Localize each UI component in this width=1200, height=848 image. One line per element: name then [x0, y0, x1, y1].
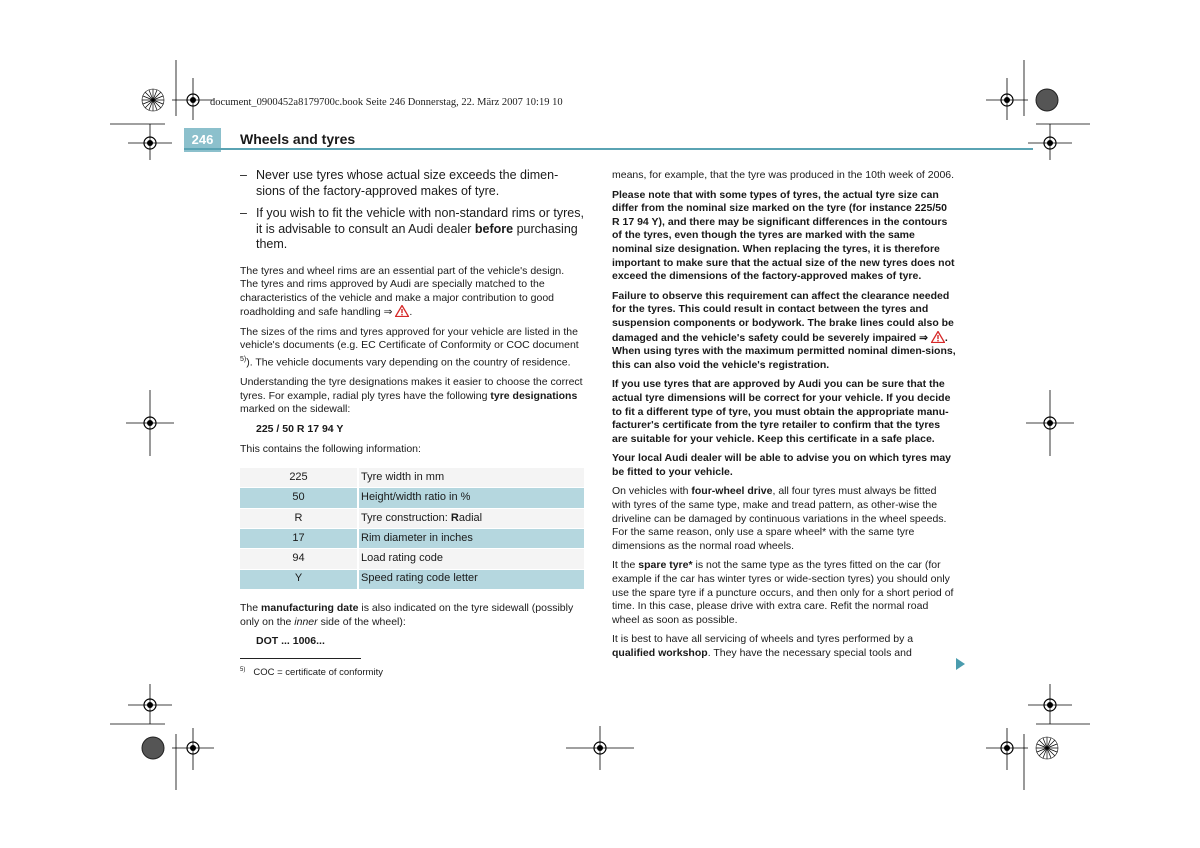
- warning-triangle-icon[interactable]: [395, 305, 409, 317]
- table-cell-desc: Load rating code: [358, 549, 584, 569]
- paragraph-text: Understanding the tyre designations makes it easier to choose the correct tyres. For example, radial ply tyres have the following: [240, 376, 583, 402]
- table-cell-code: 17: [240, 529, 358, 549]
- header-rule: [184, 148, 1033, 150]
- table-row: [240, 468, 584, 488]
- bullet-item: [240, 168, 584, 199]
- paragraph-bold: spare tyre*: [638, 559, 693, 572]
- warning-triangle-icon[interactable]: [931, 331, 945, 343]
- footnote: [240, 667, 383, 678]
- table-cell-desc: Tyre width in mm: [358, 468, 584, 488]
- paragraph: This contains the following information:: [240, 442, 421, 455]
- footnote-text: COC = certificate of conformity: [253, 667, 383, 679]
- table-cell-desc: Height/width ratio in %: [358, 488, 584, 508]
- table-cell-code: 94: [240, 549, 358, 569]
- bullet-bold: before: [474, 221, 514, 236]
- right-column: [612, 169, 956, 667]
- paragraph-text: marked on the sidewall:: [240, 403, 351, 416]
- dash-glyph: –: [240, 206, 247, 220]
- paragraph-text: The: [240, 601, 262, 614]
- table-cell-desc: Rim diameter in inches: [358, 529, 584, 549]
- paragraph-italic: inner: [294, 615, 318, 628]
- paragraph-text: . They have the necessary special tools and: [707, 647, 912, 659]
- table-cell-code: R: [240, 508, 358, 528]
- paragraph: [612, 559, 956, 627]
- paragraph: [240, 602, 584, 629]
- table-row: [240, 569, 584, 589]
- paragraph-text: , all four tyres must always be fitted with tyres of the same type, make and tread pattern, as other-wise the driveline can be damaged by continuous variations in the wheel speeds. For the same reason, only use a spare wheel* with the same tyre dimensions as the normal road wheels.: [612, 485, 947, 552]
- paragraph-bold: Your local Audi dealer will be able to advise you on which tyres may be fitted to your vehicle.: [612, 452, 952, 478]
- tyre-designation: 225 / 50 R 17 94 Y: [256, 422, 344, 435]
- paragraph: The tyres and wheel rims are an essential part of the vehicle's design. The tyres and rims approved by Audi are specially matched to the characteristics of the vehicle and make a major contribution to good roadholding and safe handling ⇒ .: [240, 264, 565, 319]
- dot-code: DOT ... 1006...: [256, 635, 325, 648]
- paragraph-bold: tyre designations: [490, 389, 578, 402]
- paragraph-text: It the: [612, 559, 639, 572]
- paragraph-text: is also indicated on the tyre sidewall (possibly only on the: [240, 601, 574, 628]
- table-row: [240, 529, 584, 549]
- table-row: [240, 549, 584, 569]
- paragraph: means, for example, that the tyre was produced in the 10th week of 2006.: [612, 169, 955, 181]
- bullet-text-after: purchasing them.: [256, 221, 578, 251]
- table-row: [240, 488, 584, 508]
- paragraph-text: It is best to have all servicing of wheels and tyres performed by a: [612, 633, 914, 646]
- paragraph: [240, 326, 584, 370]
- table-cell-desc: Speed rating code letter: [358, 569, 584, 589]
- table-cell-code: 225: [240, 468, 358, 488]
- page-number: 246: [184, 128, 221, 152]
- table-desc-bold: R: [450, 511, 459, 524]
- paragraph-bold: Please note that with some types of tyres, the actual tyre size can differ from the nominal size marked on the tyre (for instance 225/50 R 17 94 Y), and there may be significant differences in the contours of the tyres, even though the tyres are marked with the same nominal size designation. When replacing the tyres, it is therefore important to make sure that the actual size of the new tyres does not exceed the dimensions of the factory-approved makes of tyre.: [612, 188, 955, 283]
- paragraph-text: side of the wheel):: [317, 615, 406, 628]
- file-header-line: document_0900452a8179700c.book Seite 246 Donnerstag, 22. März 2007 10:19 10: [210, 97, 563, 108]
- paragraph: [612, 633, 956, 660]
- section-title: Wheels and tyres: [240, 131, 356, 147]
- bullet-text: If you wish to fit the vehicle with non-standard rims or tyres, it is advisable to consult an Audi dealer: [256, 206, 584, 236]
- paragraph-text: On vehicles with: [612, 485, 692, 498]
- dash-glyph: –: [240, 168, 247, 182]
- table-row: [240, 508, 584, 528]
- paragraph-bold: four-wheel drive: [691, 485, 773, 498]
- next-page-arrow-icon[interactable]: [956, 658, 965, 670]
- paragraph-text: is not the same type as the tyres fitted on the car (for example if the car has winter tyres or wide-section tyres) you should only use the spare tyre if a puncture occurs, and then only for a short period of time. In this case, please drive with extra care. Refit the normal road wheel as soon as possible.: [612, 559, 954, 626]
- bullet-text: Never use tyres whose actual size exceeds the dimen-sions of the factory-approved makes of tyre.: [256, 168, 559, 198]
- paragraph-text: The sizes of the rims and tyres approved for your vehicle are listed in the vehicle's documents (e.g. EC Certificate of Conformity or COC document: [240, 325, 579, 352]
- table-cell-desc: [358, 508, 584, 528]
- footnote-rule: [240, 658, 361, 659]
- table-desc-suffix: adial: [458, 511, 483, 524]
- tyre-designation-table: [240, 468, 584, 590]
- bullet-item: [240, 206, 584, 253]
- left-column: [240, 168, 584, 655]
- paragraph-text: . When using tyres with the maximum permitted nominal dimen-sions, this can also void the vehicle's registration.: [612, 331, 956, 371]
- paragraph-text: Failure to observe this requirement can affect the clearance needed for the tyres. This could result in contact between the tyres and suspension components or bodywork. The brake lines could also be damaged and the vehicle's safety could be severely impaired ⇒: [612, 289, 954, 344]
- paragraph: [240, 376, 584, 417]
- footnote-mark: 5): [240, 667, 246, 673]
- paragraph-bold: qualified workshop: [612, 647, 708, 659]
- table-desc-prefix: Tyre construction:: [361, 511, 451, 524]
- footnote-ref[interactable]: 5): [240, 356, 247, 364]
- table-cell-code: 50: [240, 488, 358, 508]
- paragraph-text: ). The vehicle documents vary depending on the country of residence.: [246, 356, 571, 369]
- paragraph-bold: manufacturing date: [261, 601, 359, 614]
- paragraph-bold: If you use tyres that are approved by Audi you can be sure that the actual tyre dimensions will be correct for your vehicle. If you decide to fit a different type of tyre, you must obtain the appropriate manu-facturer's certificate from the tyre retailer to confirm that the tyres are suitable for your vehicle. Keep this certificate in a safe place.: [612, 378, 951, 445]
- table-cell-code: Y: [240, 569, 358, 589]
- paragraph: [612, 485, 956, 553]
- paragraph-bold: [612, 290, 956, 373]
- paragraph-text: The tyres and wheel rims are an essential part of the vehicle's design. The tyres and rims approved by Audi are specially matched to the characteristics of the vehicle and make a major contribution to good roadholding and safe handling ⇒: [240, 264, 565, 319]
